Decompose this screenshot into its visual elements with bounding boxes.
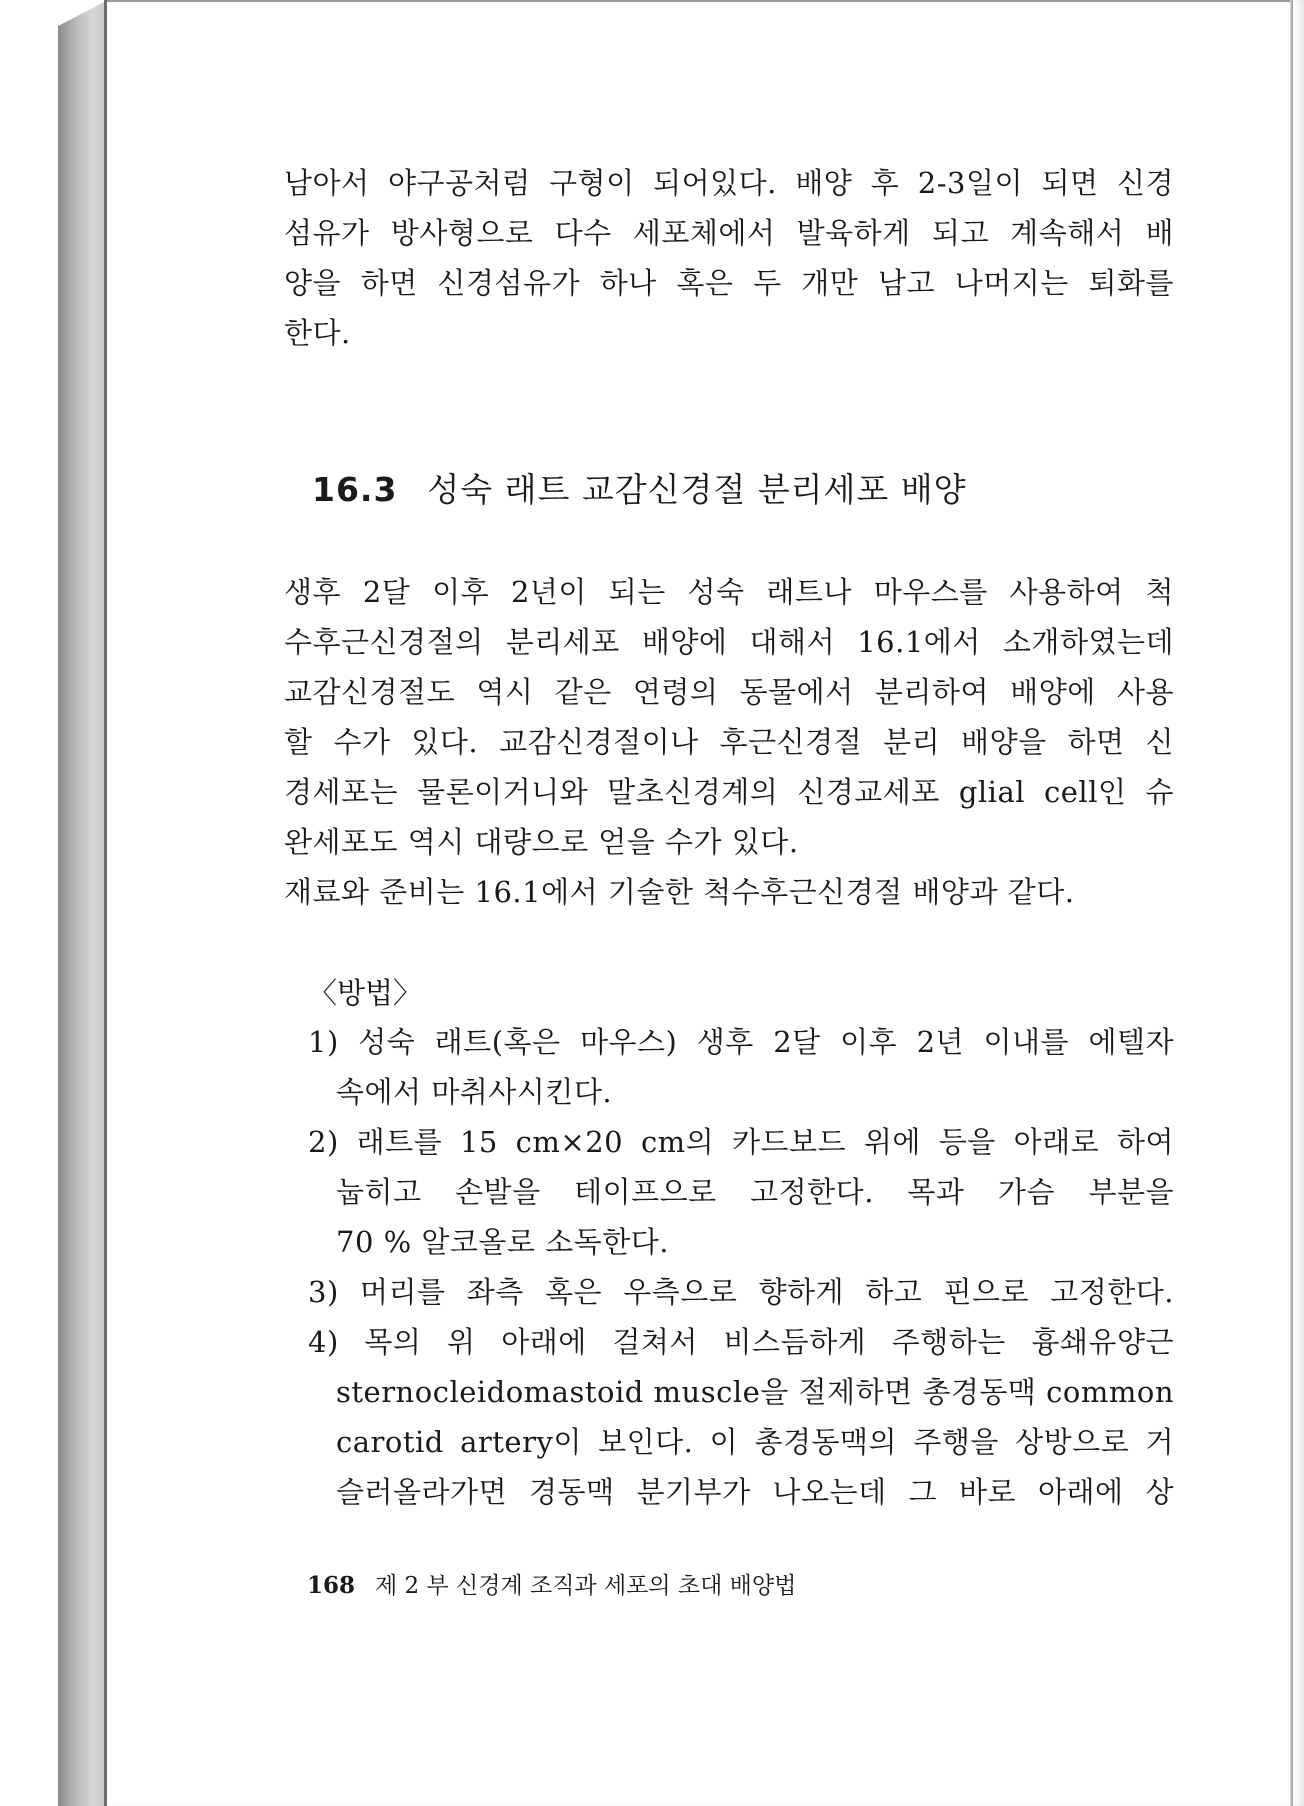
step-line: 1) 성숙 래트(혹은 마우스) 생후 2달 이후 2년 이내를 에텔자 [308, 1025, 1174, 1059]
paragraph-line: 경세포는 물론이거니와 말초신경계의 신경교세포 glial cell인 슈 [284, 775, 1174, 809]
step-line: carotid artery이 보인다. 이 총경동맥의 주행을 상방으로 거 [336, 1425, 1174, 1459]
paragraph-line: 재료와 준비는 16.1에서 기술한 척수후근신경절 배양과 같다. [284, 875, 1075, 909]
section-heading [312, 462, 967, 518]
book-spine [58, 0, 108, 1806]
step-line: 4) 목의 위 아래에 걸쳐서 비스듬하게 주행하는 흉쇄유양근 [308, 1325, 1174, 1359]
paragraph-line: 생후 2달 이후 2년이 되는 성숙 래트나 마우스를 사용하여 척 [284, 575, 1174, 609]
page-right-edge [1290, 0, 1293, 1806]
paragraph-line: 한다. [284, 316, 351, 350]
step-line: sternocleidomastoid muscle을 절제하면 총경동맥 common [336, 1375, 1174, 1409]
running-title: 제 2 부 신경계 조직과 세포의 초대 배양법 [375, 1573, 797, 1599]
section-title-text: 성숙 래트 교감신경절 분리세포 배양 [427, 470, 967, 509]
paragraph-line: 완세포도 역시 대량으로 얻을 수가 있다. [284, 825, 799, 859]
step-line: 눕히고 손발을 테이프으로 고정한다. 목과 가슴 부분을 [336, 1175, 1174, 1209]
paragraph-line: 남아서 야구공처럼 구형이 되어있다. 배양 후 2-3일이 되면 신경 [284, 166, 1174, 200]
step-line: 2) 래트를 15 cm×20 cm의 카드보드 위에 등을 아래로 하여 [308, 1125, 1174, 1159]
paragraph-line: 양을 하면 신경섬유가 하나 혹은 두 개만 남고 나머지는 퇴화를 [284, 266, 1174, 300]
step-1 [308, 1017, 1174, 1117]
method-label: 〈방법〉 [308, 976, 423, 1010]
spine-edge [104, 0, 107, 1806]
paragraph-line: 섬유가 방사형으로 다수 세포체에서 발육하게 되고 계속해서 배 [284, 216, 1174, 250]
paragraph-line: 할 수가 있다. 교감신경절이나 후근신경절 분리 배양을 하면 신 [284, 725, 1174, 759]
step-4 [308, 1317, 1174, 1517]
paragraph-line: 수후근신경절의 분리세포 배양에 대해서 16.1에서 소개하였는데 [284, 625, 1174, 659]
page-footer [307, 1566, 796, 1606]
intro-paragraph [284, 567, 1174, 917]
step-3 [308, 1267, 1174, 1317]
page-number: 168 [307, 1572, 356, 1599]
continuation-paragraph [284, 158, 1174, 358]
step-line: 슬러올라가면 경동맥 분기부가 나오는데 그 바로 아래에 상 [336, 1475, 1174, 1509]
step-line: 속에서 마취사시킨다. [336, 1075, 613, 1109]
paragraph-line: 교감신경절도 역시 같은 연령의 동물에서 분리하여 배양에 사용 [284, 675, 1174, 709]
section-number: 16.3 [312, 470, 398, 509]
step-line: 70 % 알코올로 소독한다. [336, 1225, 669, 1259]
step-2 [308, 1117, 1174, 1267]
page-top-edge [107, 0, 1292, 2]
step-line: 3) 머리를 좌측 혹은 우측으로 향하게 하고 핀으로 고정한다. [308, 1275, 1174, 1309]
